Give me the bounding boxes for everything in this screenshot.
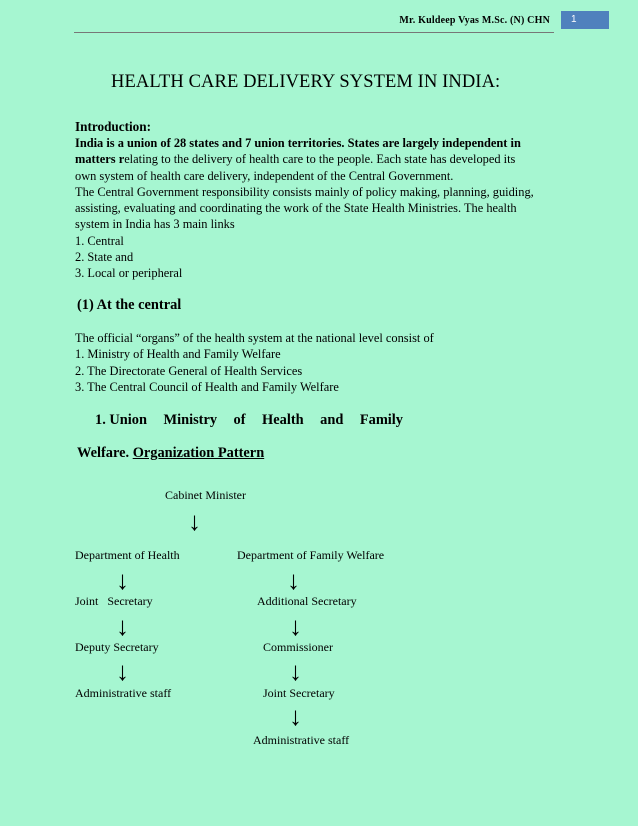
link-item-state: 2. State and	[75, 250, 134, 265]
link-item-central: 1. Central	[75, 233, 124, 248]
intro-line-4: The Central Government responsibility consists mainly of policy making, planning, guiding,	[75, 184, 534, 199]
union-heading-word: and	[320, 412, 344, 428]
page-title: HEALTH CARE DELIVERY SYSTEM IN INDIA:	[111, 72, 501, 92]
org-node-left-2: Joint Secretary	[75, 594, 153, 608]
union-heading-line-2	[77, 445, 264, 462]
union-heading-words	[95, 412, 403, 429]
intro-line-3: own system of health care delivery, independent of the Central Government.	[75, 168, 454, 183]
union-heading-word: of	[233, 412, 246, 428]
union-heading-line-1	[95, 412, 403, 429]
page-number-badge: 1	[561, 11, 609, 29]
org-node-right-3: Commissioner	[263, 640, 334, 654]
intro-section	[75, 118, 534, 282]
down-arrow-icon: ↓	[116, 566, 129, 595]
down-arrow-icon: ↓	[116, 657, 129, 686]
intro-line-2-bold: matters r	[75, 152, 125, 167]
union-heading-word: Family	[359, 412, 403, 428]
intro-line-2	[75, 151, 534, 167]
org-node-right-4: Joint Secretary	[263, 686, 335, 700]
intro-line-1: India is a union of 28 states and 7 union territories. States are largely independent in	[75, 136, 521, 150]
union-heading-word: 1. Union	[95, 412, 147, 428]
link-item-local: 3. Local or peripheral	[75, 266, 183, 281]
org-node-right-5: Administrative staff	[253, 733, 350, 747]
down-arrow-icon: ↓	[289, 702, 302, 731]
organ-item: 3. The Central Council of Health and Family Welfare	[75, 379, 339, 394]
welfare-label: Welfare.	[77, 445, 130, 461]
author-label: Mr. Kuldeep Vyas M.Sc. (N) CHN	[399, 15, 550, 26]
union-heading-word: Ministry	[163, 412, 218, 428]
organization-pattern-label: Organization Pattern	[132, 445, 265, 461]
central-heading: (1) At the central	[77, 297, 182, 313]
header-rule	[74, 32, 554, 33]
down-arrow-icon: ↓	[289, 612, 302, 641]
down-arrow-icon: ↓	[287, 566, 300, 595]
org-node-cabinet-minister: Cabinet Minister	[165, 488, 246, 502]
org-node-left-3: Deputy Secretary	[75, 640, 159, 654]
down-arrow-icon: ↓	[188, 507, 201, 536]
page-header	[0, 0, 638, 36]
org-node-right-1: Department of Family Welfare	[237, 548, 385, 562]
organ-item: 1. Ministry of Health and Family Welfare	[75, 347, 281, 362]
central-section	[75, 330, 434, 395]
union-heading-word: Health	[262, 412, 304, 428]
down-arrow-icon: ↓	[289, 657, 302, 686]
intro-line-6: system in India has 3 main links	[75, 217, 235, 232]
org-node-left-1: Department of Health	[75, 548, 180, 562]
down-arrow-icon: ↓	[116, 612, 129, 641]
central-intro: The official “organs” of the health system at the national level consist of	[75, 331, 434, 345]
org-node-right-2: Additional Secretary	[257, 594, 357, 608]
intro-line-2-rest: elating to the delivery of health care to the people. Each state has developed its	[124, 152, 516, 167]
org-node-left-4: Administrative staff	[75, 686, 172, 700]
organ-item: 2. The Directorate General of Health Services	[75, 363, 303, 378]
intro-line-5: assisting, evaluating and coordinating the work of the State Health Ministries. The health	[75, 201, 517, 216]
intro-heading: Introduction:	[75, 119, 151, 134]
